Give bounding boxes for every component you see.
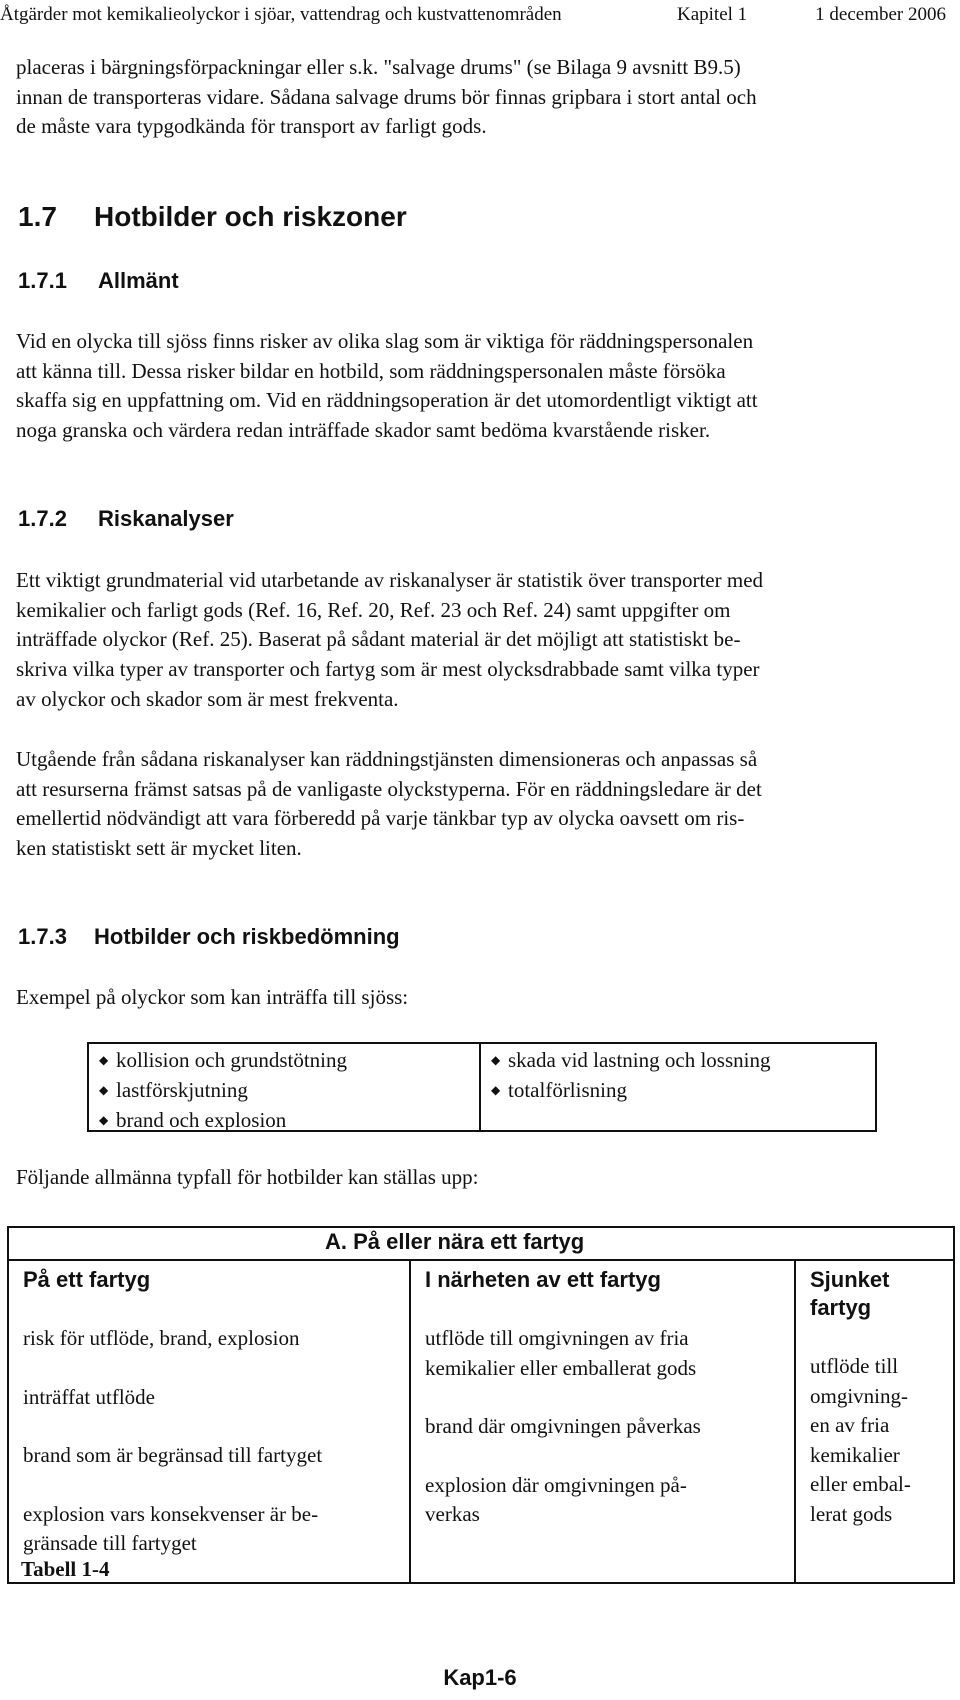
allmant-paragraph bbox=[16, 327, 936, 445]
diamond-bullet-icon: ◆ bbox=[99, 1053, 109, 1067]
threat-table bbox=[7, 1226, 955, 1584]
text-line: Vid en olycka till sjöss finns risker av olika slag som är viktiga för räddningspersonalen bbox=[16, 329, 754, 353]
text-line: ken statistiskt sett är mycket liten. bbox=[16, 836, 302, 861]
section-heading-1-7 bbox=[18, 201, 407, 233]
list-item bbox=[99, 1075, 479, 1105]
table-caption: Tabell 1-4 bbox=[21, 1557, 110, 1581]
list-item bbox=[491, 1075, 770, 1105]
header-date: 1 december 2006 bbox=[815, 4, 946, 25]
table-column-sunken-ship bbox=[810, 1261, 950, 1529]
table-title: A. På eller nära ett fartyg bbox=[325, 1229, 585, 1254]
section-number: 1.7.3 bbox=[18, 924, 67, 949]
examples-left-column bbox=[89, 1044, 481, 1130]
table-cell bbox=[425, 1471, 789, 1530]
riskanalyser-paragraph-2 bbox=[16, 745, 936, 864]
cell-line: kemikalier bbox=[810, 1442, 900, 1467]
text-line: att känna till. Dessa risker bildar en hotbild, som räddningspersonalen måste försöka bbox=[16, 358, 726, 383]
section-number: 1.7 bbox=[18, 201, 57, 232]
cell-line: omgivning- bbox=[810, 1383, 908, 1408]
text-line: Utgående från sådana riskanalyser kan räddningstjänsten dimensioneras och anpassas så bbox=[16, 747, 758, 771]
cell-line: eller embal- bbox=[810, 1472, 911, 1496]
page-header bbox=[0, 4, 960, 30]
list-item-text: brand och explosion bbox=[116, 1108, 287, 1132]
header-chapter: Kapitel 1 bbox=[677, 4, 748, 25]
cell-line: en av fria bbox=[810, 1413, 890, 1437]
text-line: att resurserna främst satsas på de vanligaste olyckstyperna. För en räddningsledare är det bbox=[16, 776, 762, 801]
diamond-bullet-icon: ◆ bbox=[491, 1053, 501, 1067]
examples-right-column bbox=[481, 1044, 770, 1130]
column-header-line: På ett fartyg bbox=[23, 1267, 151, 1292]
section-heading-1-7-2 bbox=[18, 506, 234, 532]
column-header bbox=[23, 1266, 403, 1294]
examples-intro: Exempel på olyckor som kan inträffa till sjöss: bbox=[16, 985, 409, 1009]
table-cell bbox=[23, 1324, 403, 1354]
column-header-line: fartyg bbox=[810, 1295, 872, 1320]
text-line: innan de transporteras vidare. Sådana salvage drums bör finnas gripbara i stort antal och bbox=[16, 84, 757, 109]
section-title: Riskanalyser bbox=[98, 506, 234, 531]
page-number: Kap1-6 bbox=[443, 1665, 517, 1690]
list-item-text: totalförlisning bbox=[508, 1078, 627, 1102]
list-item-text: skada vid lastning och lossning bbox=[508, 1048, 771, 1072]
text-line: emellertid nödvändigt att vara förberedd på varje tänkbar typ av olycka oavsett om ris- bbox=[16, 806, 745, 831]
table-column-on-ship bbox=[23, 1261, 403, 1559]
cell-line: explosion där omgivningen på- bbox=[425, 1472, 687, 1497]
section-number: 1.7.1 bbox=[18, 268, 67, 293]
text-line: Ett viktigt grundmaterial vid utarbetande av riskanalyser är statistik över transporter med bbox=[16, 568, 764, 592]
section-title: Hotbilder och riskzoner bbox=[94, 201, 407, 232]
text-line: skaffa sig en uppfattning om. Vid en räddningsoperation är det utomordentligt viktigt att bbox=[16, 388, 758, 412]
section-heading-1-7-1 bbox=[18, 268, 179, 294]
section-heading-1-7-3 bbox=[18, 924, 400, 950]
table-cell bbox=[425, 1412, 789, 1442]
column-header bbox=[425, 1266, 789, 1294]
cell-line: lerat gods bbox=[810, 1501, 893, 1526]
text-line: noga granska och värdera redan inträffade skador samt bedöma kvarstående risker. bbox=[16, 417, 711, 442]
cell-line: inträffat utflöde bbox=[23, 1384, 155, 1409]
cell-line: verkas bbox=[425, 1502, 480, 1526]
cell-line: risk för utflöde, brand, explosion bbox=[23, 1326, 300, 1350]
table-cell bbox=[23, 1500, 403, 1559]
cell-line: utflöde till omgivningen av fria bbox=[425, 1326, 689, 1350]
list-item-text: lastförskjutning bbox=[116, 1078, 248, 1102]
column-header bbox=[810, 1266, 950, 1322]
table-divider bbox=[794, 1259, 796, 1582]
list-item bbox=[99, 1105, 479, 1135]
cell-line: utflöde till bbox=[810, 1354, 899, 1378]
accident-examples-box bbox=[87, 1042, 877, 1132]
diamond-bullet-icon: ◆ bbox=[491, 1083, 501, 1097]
table-cell bbox=[810, 1352, 950, 1529]
diamond-bullet-icon: ◆ bbox=[99, 1113, 109, 1127]
table-cell bbox=[425, 1324, 789, 1383]
cell-line: brand där omgivningen påverkas bbox=[425, 1414, 701, 1438]
cell-line: brand som är begränsad till fartyget bbox=[23, 1443, 323, 1467]
diamond-bullet-icon: ◆ bbox=[99, 1083, 109, 1097]
text-line: placeras i bärgningsförpackningar eller s.k. "salvage drums" (se Bilaga 9 avsnitt B9.5) bbox=[16, 55, 741, 79]
section-title: Allmänt bbox=[98, 268, 179, 293]
header-document-title: Åtgärder mot kemikalieolyckor i sjöar, vattendrag och kustvattenområden bbox=[0, 4, 562, 25]
text-line: av olyckor och skador som är mest frekventa. bbox=[16, 686, 399, 711]
typfall-intro: Följande allmänna typfall för hotbilder kan ställas upp: bbox=[16, 1165, 479, 1189]
text-line: de måste vara typgodkända för transport av farligt gods. bbox=[16, 114, 487, 139]
table-column-near-ship bbox=[425, 1261, 789, 1530]
cell-line: kemikalier eller emballerat gods bbox=[425, 1355, 697, 1380]
list-item-text: kollision och grundstötning bbox=[116, 1048, 347, 1072]
text-line: kemikalier och farligt gods (Ref. 16, Ref. 20, Ref. 23 och Ref. 24) samt uppgifter om bbox=[16, 597, 731, 622]
table-cell bbox=[23, 1383, 403, 1413]
list-item bbox=[99, 1045, 479, 1075]
table-cell bbox=[23, 1441, 403, 1471]
table-divider bbox=[409, 1259, 411, 1582]
section-title: Hotbilder och riskbedömning bbox=[94, 924, 400, 949]
cell-line: gränsade till fartyget bbox=[23, 1531, 197, 1555]
section-number: 1.7.2 bbox=[18, 506, 67, 531]
riskanalyser-paragraph-1 bbox=[16, 566, 936, 715]
column-header-line: I närheten av ett fartyg bbox=[425, 1267, 661, 1292]
text-line: inträffade olyckor (Ref. 25). Baserat på sådant material är det möjligt att statistiskt be- bbox=[16, 627, 741, 652]
cell-line: explosion vars konsekvenser är be- bbox=[23, 1501, 319, 1526]
column-header-line: Sjunket bbox=[810, 1267, 890, 1292]
list-item bbox=[491, 1045, 770, 1075]
text-line: skriva vilka typer av transporter och fartyg som är mest olycksdrabbade samt vilka typer bbox=[16, 657, 760, 682]
intro-paragraph bbox=[16, 53, 936, 142]
